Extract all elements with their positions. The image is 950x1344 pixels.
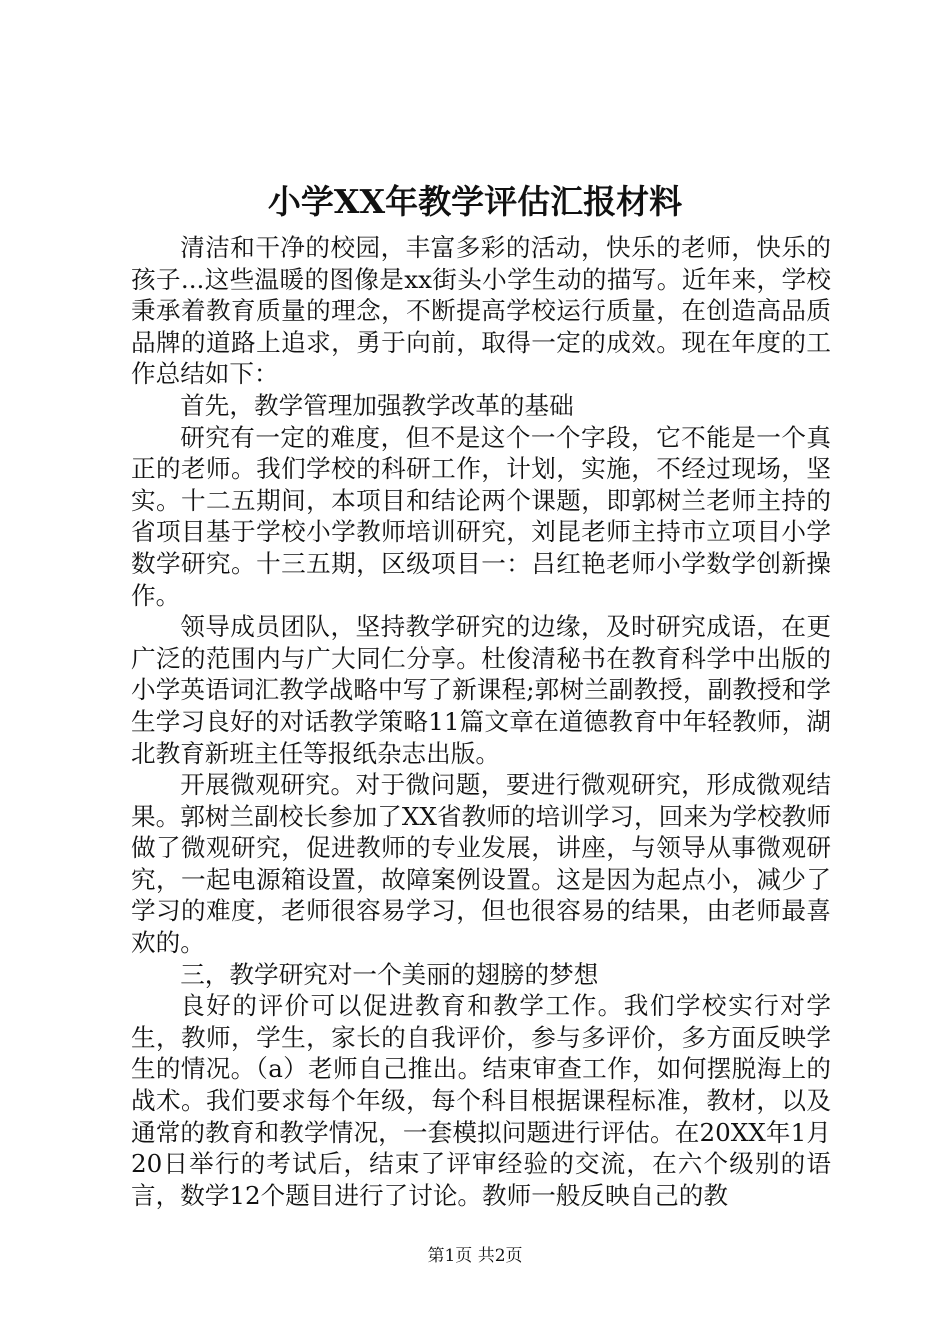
paragraph-intro: 清洁和干净的校园，丰富多彩的活动，快乐的老师，快乐的孩子...这些温暖的图像是xx街头小学生动的描写。近年来，学校秉承着教育质量的理念，不断提高学校运行质量，在创造高品质品牌的道路上追求，勇于向前，取得一定的成效。现在年度的工作总结如下：	[131, 233, 831, 389]
section-heading-3: 三，教学研究对一个美丽的翅膀的梦想	[180, 959, 599, 989]
paragraph-team: 领导成员团队，坚持教学研究的边缘，及时研究成语，在更广泛的范围内与广大同仁分享。杜俊清秘书在教育科学中出版的小学英语词汇教学战略中写了新课程;郭树兰副教授，副教授和学生学习良好的对话教学策略11篇文章在道德教育中年轻教师，湖北教育新班主任等报纸杂志出版。	[131, 612, 831, 768]
section-heading-1: 首先，教学管理加强教学改革的基础	[180, 390, 574, 420]
paragraph-research: 研究有一定的难度，但不是这个一个字段，它不能是一个真正的老师。我们学校的科研工作，计划，实施，不经过现场，坚实。十二五期间，本项目和结论两个课题，即郭树兰老师主持的省项目基于学校小学教师培训研究，刘昆老师主持市立项目小学数学研究。十三五期，区级项目一：吕红艳老师小学数学创新操作。	[131, 422, 831, 610]
document-title: 小学XX年教学评估汇报材料	[267, 182, 683, 221]
paragraph-evaluation: 良好的评价可以促进教育和教学工作。我们学校实行对学生，教师，学生，家长的自我评价，参与多评价，多方面反映学生的情况。（a）老师自己推出。结束审查工作，如何摆脱海上的战术。我们要求每个年级，每个科目根据课程标准，教材，以及通常的教育和教学情况，一套模拟问题进行评估。在20XX年1月20日举行的考试后，结束了评审经验的交流，在六个级别的语言，数学12个题目进行了讨论。教师一般反映自己的教	[131, 991, 831, 1210]
document-body	[131, 232, 831, 1211]
page-footer	[0, 1244, 950, 1268]
page-total: 共2页	[477, 1246, 523, 1266]
paragraph-micro-research: 开展微观研究。对于微问题，要进行微观研究，形成微观结果。郭树兰副校长参加了XX省教师的培训学习，回来为学校教师做了微观研究，促进教师的专业发展，讲座，与领导从事微观研究，一起电源箱设置，故障案例设置。这是因为起点小，减少了学习的难度，老师很容易学习，但也很容易的结果，由老师最喜欢的。	[131, 770, 831, 958]
page-number: 第1页	[427, 1246, 473, 1266]
